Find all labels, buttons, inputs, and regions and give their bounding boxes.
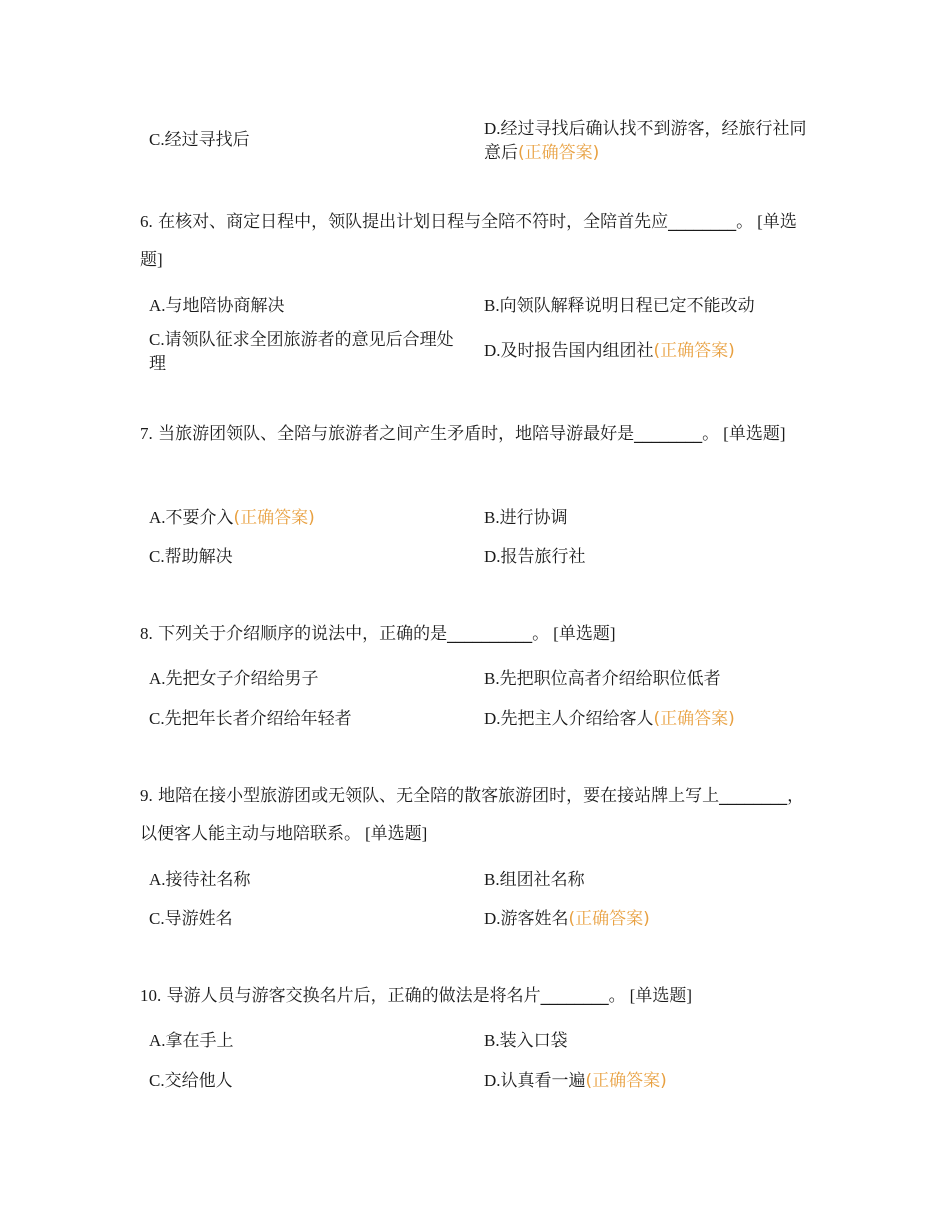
option-letter: D.: [484, 547, 501, 566]
option-letter: D.: [484, 341, 501, 360]
option-text: 导游姓名: [164, 909, 233, 929]
question-6: [140, 203, 810, 279]
question-stem: 下列关于介绍顺序的说法中，正确的是__________。: [158, 624, 550, 644]
option-letter: A.: [149, 870, 166, 889]
q7-option-b[interactable]: [484, 507, 814, 529]
option-text: 先把职位高者介绍给职位低者: [499, 669, 721, 689]
option-letter: A.: [149, 296, 166, 315]
option-text: 经过寻找后: [164, 130, 250, 150]
option-letter: B.: [484, 508, 500, 527]
question-stem: 地陪在接小型旅游团或无领队、无全陪的散客旅游团时，要在接站牌上写上________，以便客人能主动与地陪联系。: [140, 786, 805, 844]
question-number: 10.: [140, 986, 162, 1005]
correct-answer-mark: (正确答案): [585, 1071, 667, 1091]
q8-option-d[interactable]: [484, 708, 814, 730]
question-8: [140, 615, 810, 653]
option-text: 先把年长者介绍给年轻者: [164, 709, 352, 729]
q10-option-d[interactable]: [484, 1070, 814, 1092]
q10-option-b[interactable]: [484, 1030, 814, 1052]
option-text: 报告旅行社: [500, 547, 586, 567]
question-type: [单选题]: [723, 424, 786, 443]
question-number: 8.: [140, 624, 153, 643]
q6-option-a[interactable]: [149, 295, 474, 317]
question-type: [单选题]: [140, 212, 797, 269]
option-letter: A.: [149, 1031, 166, 1050]
option-text: 认真看一遍: [500, 1071, 586, 1091]
q9-option-a[interactable]: [149, 869, 474, 891]
option-text: 交给他人: [164, 1071, 233, 1091]
option-letter: C.: [149, 709, 165, 728]
option-letter: A.: [149, 508, 166, 527]
option-text: 拿在手上: [165, 1031, 234, 1051]
q5-option-d[interactable]: [484, 117, 814, 165]
option-text: 向领队解释说明日程已定不能改动: [499, 296, 755, 316]
option-text: 帮助解决: [164, 547, 233, 567]
option-letter: A.: [149, 669, 166, 688]
question-type: [单选题]: [629, 986, 692, 1005]
q9-option-b[interactable]: [484, 869, 814, 891]
option-letter: C.: [149, 1071, 165, 1090]
option-text: 经过寻找后确认找不到游客，经旅行社同意后: [484, 119, 807, 163]
option-letter: C.: [149, 909, 165, 928]
q10-option-c[interactable]: [149, 1070, 474, 1092]
option-text: 及时报告国内组团社: [500, 341, 654, 361]
option-letter: C.: [149, 130, 165, 149]
question-9: [140, 777, 810, 853]
option-letter: B.: [484, 870, 500, 889]
option-text: 装入口袋: [499, 1031, 568, 1051]
q7-option-c[interactable]: [149, 546, 474, 568]
option-text: 进行协调: [499, 508, 568, 528]
question-10: [140, 977, 810, 1015]
option-letter: B.: [484, 1031, 500, 1050]
option-letter: D.: [484, 119, 501, 138]
question-type: [单选题]: [553, 624, 616, 643]
question-type: [单选题]: [365, 824, 428, 843]
correct-answer-mark: (正确答案): [518, 143, 600, 163]
q8-option-c[interactable]: [149, 708, 474, 730]
question-number: 6.: [140, 212, 153, 231]
option-text: 先把主人介绍给客人: [500, 709, 654, 729]
option-letter: C.: [149, 547, 165, 566]
option-letter: D.: [484, 909, 501, 928]
option-letter: B.: [484, 296, 500, 315]
q7-option-a[interactable]: [149, 507, 474, 529]
correct-answer-mark: (正确答案): [653, 709, 735, 729]
option-letter: C.: [149, 330, 165, 349]
option-text: 接待社名称: [165, 870, 251, 890]
q6-option-c[interactable]: [149, 328, 469, 376]
question-number: 9.: [140, 786, 153, 805]
option-text: 请领队征求全团旅游者的意见后合理处理: [149, 330, 454, 374]
q8-option-b[interactable]: [484, 668, 814, 690]
correct-answer-mark: (正确答案): [568, 909, 650, 929]
option-letter: D.: [484, 1071, 501, 1090]
q9-option-c[interactable]: [149, 908, 474, 930]
q8-option-a[interactable]: [149, 668, 474, 690]
option-text: 游客姓名: [500, 909, 569, 929]
question-stem: 在核对、商定日程中，领队提出计划日程与全陪不符时，全陪首先应________。: [158, 212, 754, 232]
option-text: 不要介入: [165, 508, 234, 528]
question-7: [140, 415, 810, 453]
q10-option-a[interactable]: [149, 1030, 474, 1052]
correct-answer-mark: (正确答案): [233, 508, 315, 528]
option-text: 组团社名称: [499, 870, 585, 890]
q7-option-d[interactable]: [484, 546, 814, 568]
q9-option-d[interactable]: [484, 908, 814, 930]
option-letter: B.: [484, 669, 500, 688]
option-text: 与地陪协商解决: [165, 296, 285, 316]
question-stem: 当旅游团领队、全陪与旅游者之间产生矛盾时，地陪导游最好是________。: [158, 424, 720, 444]
option-text: 先把女子介绍给男子: [165, 669, 319, 689]
option-letter: D.: [484, 709, 501, 728]
q6-option-d[interactable]: [484, 340, 814, 362]
q6-option-b[interactable]: [484, 295, 814, 317]
question-stem: 导游人员与游客交换名片后，正确的做法是将名片________。: [166, 986, 626, 1006]
correct-answer-mark: (正确答案): [653, 341, 735, 361]
question-number: 7.: [140, 424, 153, 443]
q5-option-c[interactable]: [149, 129, 474, 151]
